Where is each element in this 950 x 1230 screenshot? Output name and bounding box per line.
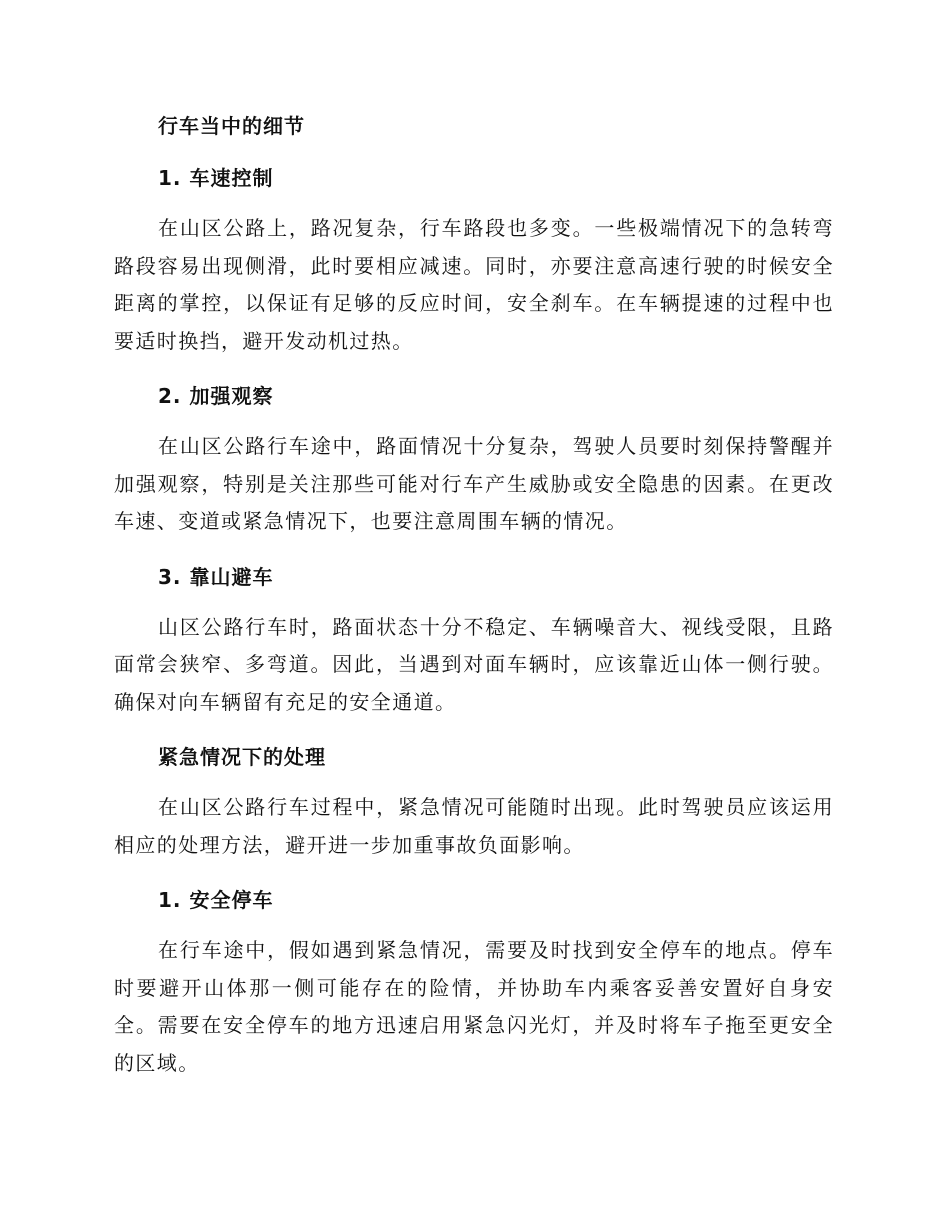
subheading-speed-control: 1. 车速控制 bbox=[158, 166, 274, 190]
subheading-safe-stop: 1. 安全停车 bbox=[158, 888, 274, 912]
document-body bbox=[114, 108, 834, 1098]
section-heading-emergency: 紧急情况下的处理 bbox=[158, 745, 326, 769]
subheading-keep-to-mountain: 3. 靠山避车 bbox=[158, 564, 274, 589]
paragraph-speed-control: 在山区公路上，路况复杂，行车路段也多变。一些极端情况下的急转弯路段容易出现侧滑，此时要相应减速。同时，亦要注意高速行驶的时候安全距离的掌控，以保证有足够的反应时间，安全刹车。在车辆提速的过程中也要适时换挡，避开发动机过热。 bbox=[114, 216, 834, 353]
paragraph-observation: 在山区公路行车途中，路面情况十分复杂，驾驶人员要时刻保持警醒并加强观察，特别是关注那些可能对行车产生威胁或安全隐患的因素。在更改车速、变道或紧急情况下，也要注意周围车辆的情况。 bbox=[114, 434, 834, 533]
section-heading-driving-details: 行车当中的细节 bbox=[158, 114, 305, 138]
subheading-observation: 2. 加强观察 bbox=[158, 384, 274, 408]
paragraph-safe-stop: 在行车途中，假如遇到紧急情况，需要及时找到安全停车的地点。停车时要避开山体那一侧可能存在的险情，并协助车内乘客妥善安置好自身安全。需要在安全停车的地方迅速启用紧急闪光灯，并及时将车子拖至更安全的区域。 bbox=[114, 938, 834, 1075]
paragraph-emergency-intro: 在山区公路行车过程中，紧急情况可能随时出现。此时驾驶员应该运用相应的处理方法，避开进一步加重事故负面影响。 bbox=[114, 795, 834, 857]
paragraph-keep-to-mountain: 山区公路行车时，路面状态十分不稳定、车辆噪音大、视线受限，且路面常会狭窄、多弯道。因此，当遇到对面车辆时，应该靠近山体一侧行驶。确保对向车辆留有充足的安全通道。 bbox=[114, 614, 834, 714]
